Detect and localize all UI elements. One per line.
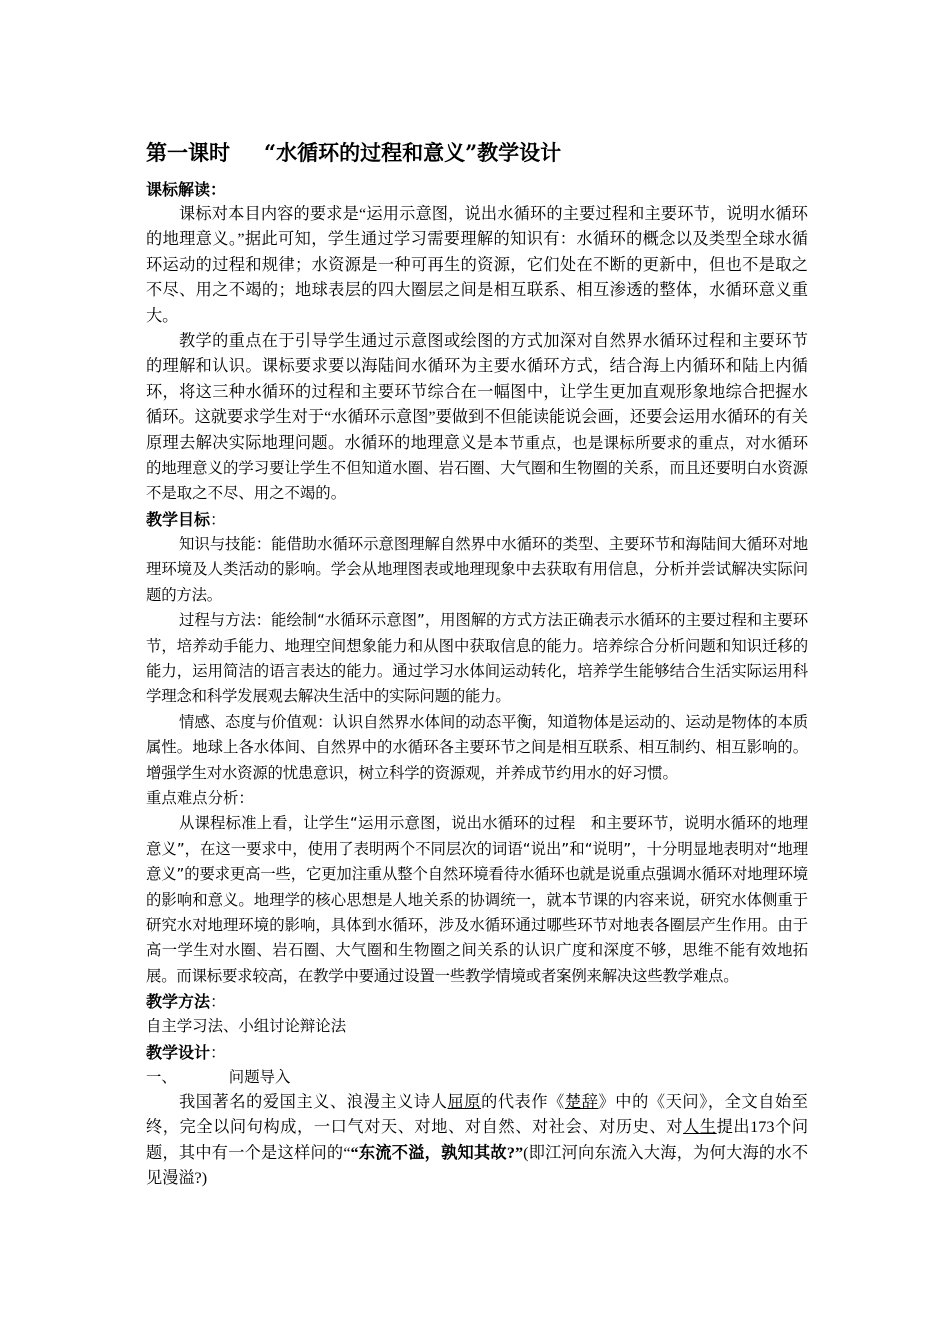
design-heading-text: 教学设计 xyxy=(146,1042,211,1062)
intro-text-b: 的代表作《 xyxy=(481,1093,565,1111)
step-1-title: 问题导入 xyxy=(228,1067,291,1086)
step-1-number: 一、 xyxy=(146,1067,177,1086)
goals-heading xyxy=(146,507,808,532)
intro-paragraph xyxy=(146,1090,808,1192)
goal-emotion: 情感、态度与价值观：认识自然界水体间的动态平衡，知道物体是运动的、运动是物体的本质属性。地球上各水体间、自然界中的水循环各主要环节之间是相互联系、相互制约、相互影响的。增强学生对水资源的忧患意识，树立科学的资源观，并养成节约用水的好习惯。 xyxy=(146,712,808,782)
goal-knowledge: 知识与技能：能借助水循环示意图理解自然界中水循环的类型、主要环节和海陆间大循环对地理环境及人类活动的影响。学会从地理图表或地理现象中去获取有用信息，分析并尝试解决实际问题的方法。 xyxy=(146,534,808,604)
goal-process: 过程与方法：能绘制“水循环示意图”，用图解的方式方法正确表示水循环的主要过程和主要环节，培养动手能力、地理空间想象能力和从图中获取信息的能力。培养综合分析问题和知识迁移的能力，运用简洁的语言表达的能力。通过学习水体间运动转化，培养学生能够结合生活实际运用科学理念和科学发展观去解决生活中的实际问题的能力。 xyxy=(146,611,808,706)
method-text: 自主学习法、小组讨论辩论法 xyxy=(146,1017,347,1036)
chu-ci-link[interactable]: 楚辞 xyxy=(564,1093,599,1111)
ren-sheng-link[interactable]: 人生 xyxy=(683,1118,717,1137)
curriculum-p2-sans-text: 本节重点，也是课标所要求的重点，对水循环的地理意义的学习要让学生不但知道水圈、岩石圈、大气圈和生物圈的关系，而且还要明白水资源不是取之不尽、用之不竭的。 xyxy=(146,433,808,503)
curriculum-heading: 课标解读： xyxy=(146,180,227,199)
curriculum-paragraph-2 xyxy=(146,329,808,507)
curriculum-paragraph-1: 课标对本目内容的要求是“运用示意图，说出水循环的主要过程和主要环节，说明水循环的地理意义。”据此可知，学生通过学习需要理解的知识有：水循环的概念以及类型全球水循环运动的过程和规律；水资源是一种可再生的资源，它们处在不断的更新中，但也不是取之不尽、用之不竭的；地球表层的四大圈层之间是相互联系、相互渗透的整体，水循环意义重大。 xyxy=(146,205,808,325)
intro-text-c: 》中的《天问》，全文自始至终，完全以问句构成，一口气对天、对地、对自然、对社会、对历史、对 xyxy=(146,1093,808,1137)
intro-text-e: (即江河向东流入大海，为何大海的水不见漫溢?) xyxy=(146,1143,809,1188)
method-heading-colon: ： xyxy=(210,992,227,1012)
intro-text-d: 提出173个问题，其中有一个是这样问的“ xyxy=(146,1118,809,1162)
design-heading xyxy=(146,1040,808,1065)
intro-quote: “东流不溢，孰知其故?” xyxy=(350,1143,524,1162)
design-heading-colon: ： xyxy=(210,1042,227,1062)
title-topic: “水循环的过程和意义”教学设计 xyxy=(264,140,562,165)
difficulty-paragraph: 从课程标准上看，让学生“运用示意图，说出水循环的过程 和主要环节，说明水循环的地理意义”，在这一要求中，使用了表明两个不同层次的词语“说出”和“说明”，十分明显地表明对“地理意义”的要求更高一些，它更加注重从整个自然环境看待水循环也就是说重点强调水循环对地理环境的影响和意义。地理学的核心思想是人地关系的协调统一，就本节课的内容来说，研究水体侧重于研究水对地理环境的影响，具体到水循环，涉及水循环通过哪些环节对地表各圈层产生作用。由于高一学生对水圈、岩石圈、大气圈和生物圈之间关系的认识广度和深度不够，思维不能有效地拓展。而课标要求较高，在教学中要通过设置一些教学情境或者案例来解决这些教学难点。 xyxy=(146,814,808,985)
step-1-heading xyxy=(146,1065,808,1090)
curriculum-p2-serif-text: 教学的重点在于引导学生通过示意图或绘图的方式加深对自然界水循环过程和主要环节的理解和认识。课标要求要以海陆间水循环为主要水循环方式，结合海上内循环和陆上内循环，将这三种水循环的过程和主要环节综合在一幅图中，让学生更加直观形象地综合把握水循环。这就要求学生对于“水循环示意图”要做到不但能读能说会画，还要会运用水循环的有关原理去解决实际地理问题。水循环的地理意义是 xyxy=(146,332,808,452)
intro-text-a: 我国著名的爱国主义、浪漫主义诗人 xyxy=(179,1093,448,1111)
qu-yuan-link[interactable]: 屈原 xyxy=(447,1093,482,1111)
difficulty-heading: 重点难点分析： xyxy=(146,788,254,807)
method-heading-text: 教学方法 xyxy=(146,992,211,1012)
document-title xyxy=(146,138,808,168)
goals-heading-text: 教学目标 xyxy=(146,509,211,529)
method-heading xyxy=(146,989,808,1014)
goals-heading-colon: ： xyxy=(210,509,227,529)
title-lesson: 第一课时 xyxy=(146,140,230,165)
document-page xyxy=(146,138,808,1192)
